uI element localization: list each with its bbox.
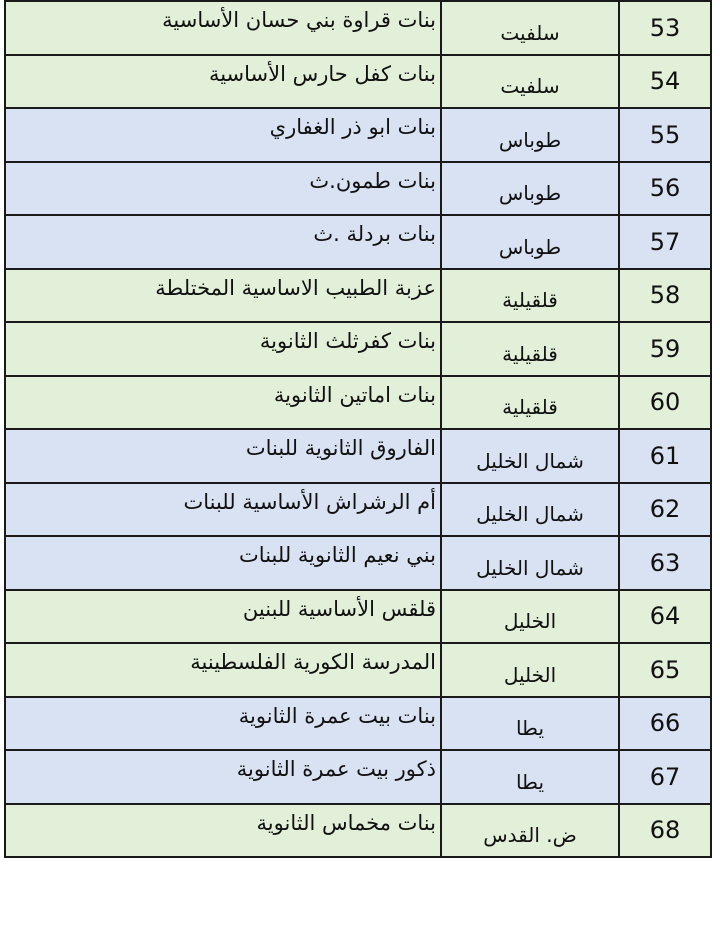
school-name-cell bbox=[5, 1, 441, 55]
row-number-cell: 63 bbox=[619, 536, 711, 590]
table-row bbox=[5, 804, 711, 858]
school-name: بنات كفل حارس الأساسية bbox=[208, 61, 436, 86]
school-name-cell bbox=[5, 536, 441, 590]
district-name: قلقيلية bbox=[502, 341, 558, 366]
row-number-cell: 53 bbox=[619, 1, 711, 55]
table-row bbox=[5, 697, 711, 751]
row-number-cell: 59 bbox=[619, 322, 711, 376]
district-cell bbox=[441, 162, 619, 216]
district-cell bbox=[441, 590, 619, 644]
district-name: طوباس bbox=[498, 234, 562, 259]
district-name: الخليل bbox=[503, 662, 557, 687]
table-row bbox=[5, 376, 711, 430]
table-row bbox=[5, 162, 711, 216]
district-name: سلفيت bbox=[500, 20, 560, 45]
school-name: ذكور بيت عمرة الثانوية bbox=[236, 757, 436, 781]
district-cell bbox=[441, 322, 619, 376]
row-number-cell: 54 bbox=[619, 55, 711, 109]
school-name: بنات قراوة بني حسان الأساسية bbox=[162, 8, 436, 32]
row-number-cell: 65 bbox=[619, 643, 711, 697]
school-name: بني نعيم الثانوية للبنات bbox=[239, 543, 436, 567]
district-name: طوباس bbox=[498, 127, 562, 152]
district-name: يطا bbox=[515, 769, 545, 794]
school-name-cell bbox=[5, 376, 441, 430]
school-name-cell bbox=[5, 215, 441, 269]
school-name-cell bbox=[5, 804, 441, 858]
district-cell bbox=[441, 269, 619, 323]
district-name: شمال الخليل bbox=[476, 555, 584, 580]
school-name: أم الرشراش الأساسية للبنات bbox=[183, 489, 436, 514]
district-cell bbox=[441, 750, 619, 804]
table-row bbox=[5, 215, 711, 269]
district-name: شمال الخليل bbox=[476, 502, 584, 526]
schools-table bbox=[4, 0, 712, 858]
schools-table-body bbox=[5, 1, 711, 857]
school-name-cell bbox=[5, 643, 441, 697]
school-name-cell bbox=[5, 697, 441, 751]
table-row bbox=[5, 1, 711, 55]
table-row bbox=[5, 322, 711, 376]
school-name-cell bbox=[5, 269, 441, 323]
district-name: ض. القدس bbox=[483, 823, 577, 847]
table-row bbox=[5, 55, 711, 109]
district-cell bbox=[441, 429, 619, 483]
school-name: عزبة الطبيب الاساسية المختلطة bbox=[155, 275, 436, 300]
row-number-cell: 66 bbox=[619, 697, 711, 751]
row-number-cell: 60 bbox=[619, 376, 711, 430]
district-cell bbox=[441, 215, 619, 269]
school-name: بنات مخماس الثانوية bbox=[256, 810, 436, 835]
district-cell bbox=[441, 697, 619, 751]
district-cell bbox=[441, 643, 619, 697]
district-name: قلقيلية bbox=[502, 395, 558, 419]
school-name-cell bbox=[5, 429, 441, 483]
row-number-cell: 61 bbox=[619, 429, 711, 483]
table-row bbox=[5, 108, 711, 162]
school-name: بنات اماتين الثانوية bbox=[273, 382, 436, 407]
school-name: بنات ابو ذر الغفاري bbox=[269, 115, 436, 139]
school-name-cell bbox=[5, 322, 441, 376]
school-name-cell bbox=[5, 55, 441, 109]
district-name: قلقيلية bbox=[502, 288, 558, 312]
row-number-cell: 62 bbox=[619, 483, 711, 537]
table-row bbox=[5, 750, 711, 804]
district-cell bbox=[441, 483, 619, 537]
school-name-cell bbox=[5, 590, 441, 644]
school-name-cell bbox=[5, 750, 441, 804]
district-name: يطا bbox=[515, 716, 545, 740]
table-row bbox=[5, 643, 711, 697]
row-number-cell: 68 bbox=[619, 804, 711, 858]
district-name: شمال الخليل bbox=[476, 448, 584, 473]
table-row bbox=[5, 536, 711, 590]
school-name-cell bbox=[5, 162, 441, 216]
row-number-cell: 64 bbox=[619, 590, 711, 644]
district-cell bbox=[441, 1, 619, 55]
table-row bbox=[5, 590, 711, 644]
row-number-cell: 55 bbox=[619, 108, 711, 162]
school-name: بنات بيت عمرة الثانوية bbox=[238, 703, 436, 728]
school-name: الفاروق الثانوية للبنات bbox=[245, 436, 436, 460]
district-cell bbox=[441, 536, 619, 590]
district-name: سلفيت bbox=[500, 74, 560, 98]
school-name: بنات طمون.ث bbox=[309, 168, 436, 193]
school-name-cell bbox=[5, 108, 441, 162]
school-name: المدرسة الكورية الفلسطينية bbox=[190, 650, 436, 674]
district-cell bbox=[441, 804, 619, 858]
district-cell bbox=[441, 376, 619, 430]
district-cell bbox=[441, 55, 619, 109]
table-row bbox=[5, 429, 711, 483]
school-name-cell bbox=[5, 483, 441, 537]
row-number-cell: 57 bbox=[619, 215, 711, 269]
row-number-cell: 67 bbox=[619, 750, 711, 804]
school-name: بنات كفرثلث الثانوية bbox=[259, 329, 436, 353]
table-row bbox=[5, 483, 711, 537]
district-cell bbox=[441, 108, 619, 162]
row-number-cell: 58 bbox=[619, 269, 711, 323]
district-name: الخليل bbox=[503, 609, 557, 633]
row-number-cell: 56 bbox=[619, 162, 711, 216]
table-row bbox=[5, 269, 711, 323]
school-name: بنات بردلة .ث bbox=[313, 222, 436, 246]
district-name: طوباس bbox=[498, 181, 562, 205]
school-name: قلقس الأساسية للبنين bbox=[242, 596, 436, 621]
